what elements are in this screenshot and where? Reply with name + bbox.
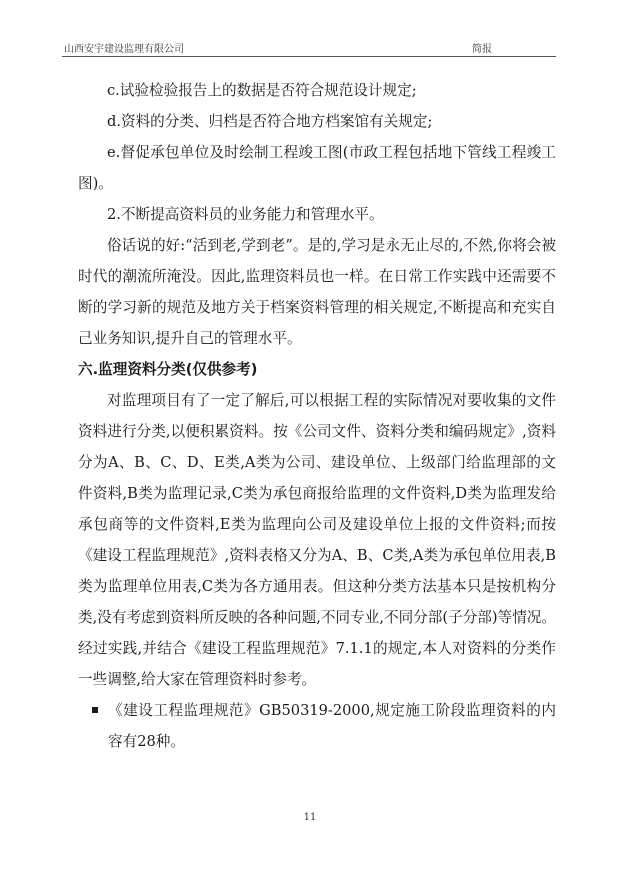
paragraph-classification: 对监理项目有了一定了解后,可以根据工程的实际情况对要收集的文件资料进行分类,以便积累资料。按《公司文件、资料分类和编码规定》,资料分为A、B、C、D、E类,A类为公司、建设单位、上级部门给监理部的文件资料,B类为监理记录,C类为承包商报给监理的文件资料,D类为监理发给承包商等的文件资料,E类为监理向公司及建设单位上报的文件资料;而按《建设工程监理规范》,资料表格又分为A、B、C类,A类为承包单位用表,B类为监理单位用表,C类为各方通用表。但这种分类方法基本只是按机构分类,没有考虑到资料所反映的各种问题,不同专业,不同分部(子分部)等情况。经过实践,并结合《建设工程监理规范》7.1.1的规定,本人对资料的分类作一些调整,给大家在管理资料时参考。 — [78, 392, 556, 688]
square-bullet-icon — [92, 707, 98, 713]
header-divider — [62, 56, 556, 57]
point-2: 2.不断提高资料员的业务能力和管理水平。 — [107, 206, 384, 223]
item-c: c.试验检验报告上的数据是否符合规范设计规定; — [107, 82, 417, 99]
item-d: d.资料的分类、归档是否符合地方档案馆有关规定; — [107, 113, 433, 130]
bullet-item — [78, 695, 556, 757]
bullet-text: 《建设工程监理规范》GB50319-2000,规定施工阶段监理资料的内容有28种。 — [108, 702, 556, 750]
item-e: e.督促承包单位及时绘制工程竣工图(市政工程包括地下管线工程竣工图)。 — [78, 144, 556, 192]
section-6-title: 六.监理资料分类(仅供参考) — [78, 361, 258, 378]
page-body — [78, 75, 556, 757]
paragraph-saying: 俗话说的好:“活到老,学到老”。是的,学习是永无止尽的,不然,你将会被时代的潮流所淹没。因此,监理资料员也一样。在日常工作实践中还需要不断的学习新的规范及地方关于档案资料管理的相关规定,不断提高和充实自己业务知识,提升自己的管理水平。 — [78, 237, 556, 347]
page-header — [64, 36, 556, 54]
company-name: 山西安宇建设监理有限公司 — [64, 44, 184, 55]
page-number: 11 — [303, 812, 317, 823]
doc-type: 简报 — [472, 44, 492, 55]
